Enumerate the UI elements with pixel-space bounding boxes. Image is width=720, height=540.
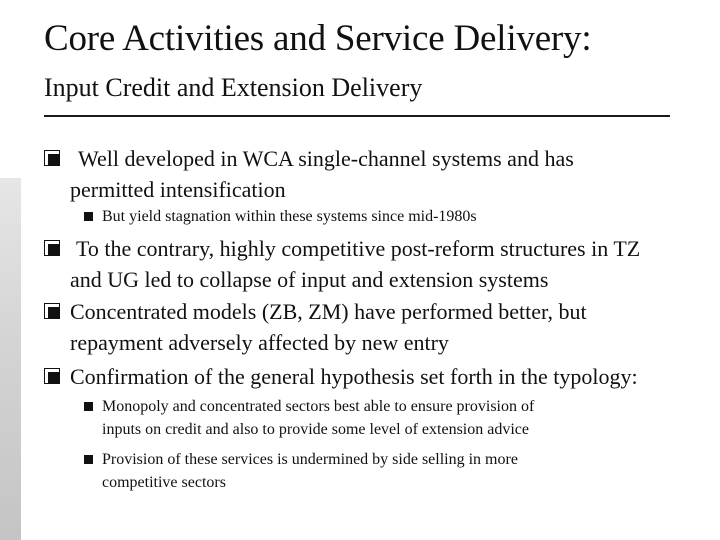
bullet-2-line-2: and UG led to collapse of input and extension systems — [70, 267, 549, 292]
bullet-4-sub-2-line-2: competitive sectors — [102, 474, 226, 491]
bullet-3-line-1: Concentrated models (ZB, ZM) have performed better, but — [70, 299, 587, 324]
bullet-3 — [44, 296, 587, 358]
bullet-2 — [44, 233, 640, 295]
bullet-1-line-1: Well developed in WCA single-channel systems and has — [78, 146, 574, 171]
bullet-4-sub-1-line-2: inputs on credit and also to provide some level of extension advice — [102, 421, 529, 438]
left-decorative-strip — [0, 178, 21, 540]
bullet-3-line-2: repayment adversely affected by new entry — [70, 330, 449, 355]
bullet-4-sub-2 — [84, 448, 518, 494]
square-bullet-icon — [44, 303, 60, 319]
square-bullet-icon — [44, 150, 60, 166]
filled-square-bullet-icon — [84, 212, 93, 221]
slide-subtitle: Input Credit and Extension Delivery — [44, 73, 423, 102]
bullet-4-line-1: Confirmation of the general hypothesis set forth in the typology: — [70, 364, 638, 389]
bullet-4-sub-1 — [84, 395, 534, 441]
bullet-1-sub-1 — [84, 205, 477, 228]
bullet-1 — [44, 143, 574, 205]
bullet-2-line-1: To the contrary, highly competitive post-reform structures in TZ — [76, 236, 641, 261]
bullet-4-sub-2-line-1: Provision of these services is undermined by side selling in more — [102, 451, 518, 468]
bullet-4 — [44, 361, 638, 392]
filled-square-bullet-icon — [84, 455, 93, 464]
title-divider — [44, 115, 670, 117]
filled-square-bullet-icon — [84, 402, 93, 411]
bullet-4-sub-1-line-1: Monopoly and concentrated sectors best able to ensure provision of — [102, 398, 535, 415]
square-bullet-icon — [44, 368, 60, 384]
slide-title: Core Activities and Service Delivery: — [44, 18, 592, 59]
square-bullet-icon — [44, 240, 60, 256]
bullet-1-line-2: permitted intensification — [70, 177, 286, 202]
bullet-1-sub-1-line-1: But yield stagnation within these systems since mid-1980s — [102, 208, 477, 225]
